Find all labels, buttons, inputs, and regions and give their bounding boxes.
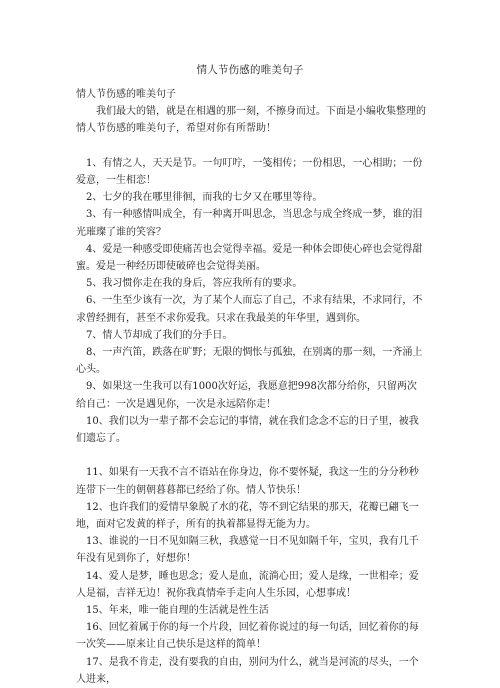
document-body <box>76 86 426 688</box>
sentence-paragraph: 10、我们以为一辈子都不会忘记的事情，就在我们念念不忘的日子里，被我们遗忘了。 <box>76 415 419 445</box>
sentence-paragraph: 12、也许我们的爱情早象脱了水的花，等不到它结果的那天，花瓣已翩飞一地，面对它发黄的样子，所有的执着都显得无能为力。 <box>76 501 419 531</box>
sentence-paragraph: 13、谁说的一日不见如隔三秋，我感觉一日不见如隔千年，宝贝，我有几千年没有见到你了，好想你！ <box>76 536 419 565</box>
sentence-paragraph: 6、一生至少该有一次，为了某个人而忘了自己，不求有结果，不求同行，不求曾经拥有，甚至不求你爱我。只求在我最美的年华里，遇到你。 <box>76 295 423 324</box>
sentence-paragraph: 11、如果有一天我不言不语站在你身边，你不要怀疑，我这一生的分分秒秒连带下一生的朝朝暮暮都已经给了你。情人节快乐！ <box>76 467 419 496</box>
sentence-paragraph: 15、年来，唯一能自理的生活就是性生活 <box>86 605 269 617</box>
paragraph-spacer <box>76 447 426 464</box>
sentence-paragraph: 7、情人节却成了我们的分手日。 <box>86 329 233 341</box>
intro-paragraph: 我们最大的错，就是在相遇的那一刻，不擦身而过。下面是小编收集整理的情人节伤感的唯美句子，希望对你有所帮助！ <box>76 106 426 135</box>
sentence-paragraph: 9、如果这一生我可以有1000次好运，我愿意把998次都分给你，只留两次给自己：一次是遇见你，一次是永远陪你走！ <box>76 381 417 410</box>
sentence-paragraph: 5、我习惯你走在我的身后，答应我所有的要求。 <box>86 278 303 290</box>
sentence-paragraph: 3、有一种感情叫成全，有一种离开叫思念，当思念与成全终成一梦，谁的泪光璀璨了谁的笑容？ <box>76 209 423 238</box>
sentence-paragraph: 2、七夕的我在哪里徘徊，而我的七夕又在哪里等待。 <box>86 192 323 204</box>
sentence-paragraph: 8、一声汽笛，跌落在旷野；无限的惆怅与孤独，在别离的那一刻，一齐涌上心头。 <box>76 347 423 376</box>
paragraph-spacer <box>76 138 426 155</box>
document-subtitle: 情人节伤感的唯美句子 <box>76 89 176 100</box>
sentence-paragraph: 17、是我不肯走，没有要我的自由，别问为什么，就当是河流的尽头，一个人进来， <box>76 656 419 685</box>
sentence-paragraph: 4、爱是一种感受即使痛苦也会觉得幸福。爱是一种体会即使心碎也会觉得甜蜜。爱是一种经历即使破碎也会觉得美丽。 <box>76 243 423 273</box>
sentence-paragraph: 14、爱人是梦，睡也思念；爱人是血，流淌心田；爱人是缘，一世相牵；爱人是福，吉祥无边！祝你我真情牵手走向人生乐园，心想事成！ <box>76 570 419 599</box>
document-title: 情人节伤感的唯美句子 <box>196 64 304 76</box>
sentence-paragraph: 16、回忆着属于你的每一个片段，回忆着你说过的每一句话，回忆着你的每一次笑——原来让自己快乐是这样的简单！ <box>76 622 419 651</box>
sentence-paragraph: 1、有情之人，天天是节。一句叮咛，一笺相传；一份相思，一心相助；一份爱意，一生相恋！ <box>76 157 423 186</box>
